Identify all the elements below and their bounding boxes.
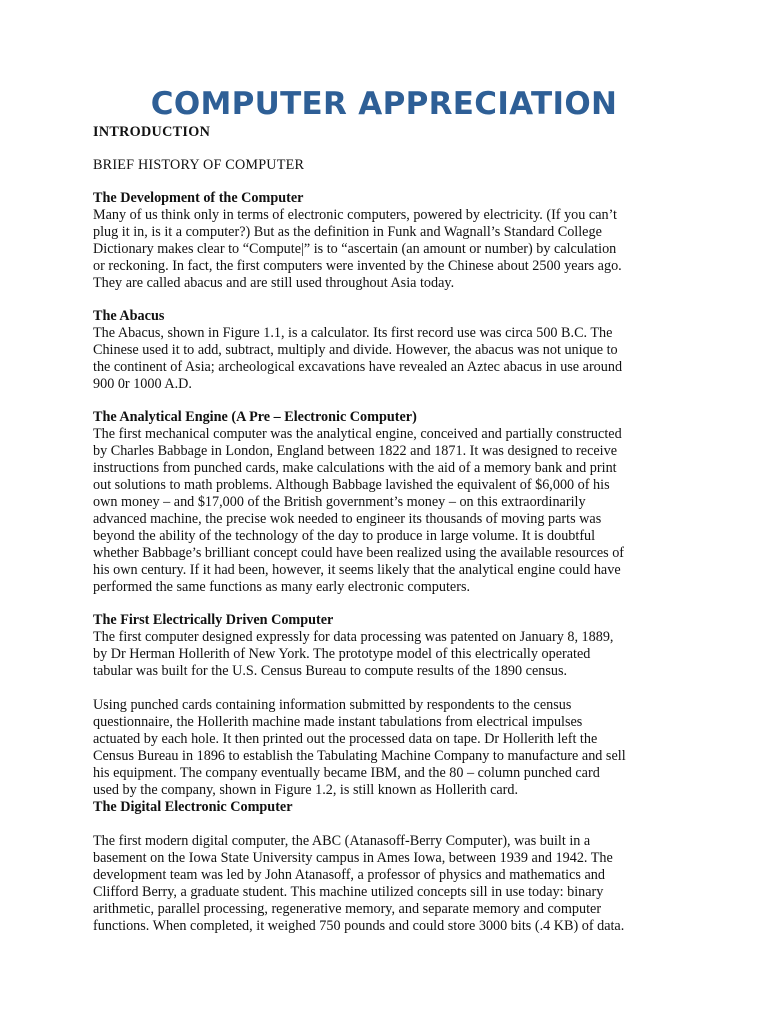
- paragraph-line: Chinese used it to add, subtract, multiply and divide. However, the abacus was not unique to: [93, 342, 618, 358]
- paragraph-line: questionnaire, the Hollerith machine made instant tabulations from electrical impulses: [93, 714, 583, 730]
- section: [93, 799, 693, 935]
- section-paragraph: [93, 207, 693, 292]
- document-body: [93, 124, 693, 935]
- paragraph-line: by Charles Babbage in London, England between 1822 and 1871. It was designed to receive: [93, 443, 618, 459]
- paragraph-line: The first modern digital computer, the ABC (Atanasoff-Berry Computer), was built in a: [93, 833, 591, 849]
- paragraph-line: 900 0r 1000 A.D.: [93, 376, 192, 392]
- paragraph-line: instructions from punched cards, make calculations with the aid of a memory bank and print: [93, 460, 617, 476]
- section: [93, 612, 693, 799]
- paragraph-line: Clifford Berry, a graduate student. This machine utilized concepts sill in use today: binary: [93, 884, 604, 900]
- paragraph-line: Many of us think only in terms of electronic computers, powered by electricity. (If you can’t: [93, 207, 617, 223]
- paragraph-line: plug it in, is it a computer?) But as the definition in Funk and Wagnall’s Standard College: [93, 224, 602, 240]
- paragraph-line: own money – and $17,000 of the British government’s money – on this extraordinarily: [93, 494, 586, 510]
- paragraph-line: out solutions to math problems. Although Babbage lavished the equivalent of $6,000 of his: [93, 477, 610, 493]
- paragraph-line: used by the company, shown in Figure 1.2, is still known as Hollerith card.: [93, 782, 519, 798]
- paragraph-line: The Abacus, shown in Figure 1.1, is a calculator. Its first record use was circa 500 B.C. The: [93, 325, 613, 341]
- section-paragraph: [93, 697, 693, 799]
- section: [93, 308, 693, 393]
- section: [93, 190, 693, 292]
- paragraph-line: Using punched cards containing information submitted by respondents to the census: [93, 697, 572, 713]
- paragraph-line: The first mechanical computer was the analytical engine, conceived and partially constructed: [93, 426, 622, 442]
- section-paragraph: [93, 833, 693, 935]
- paragraph-line: arithmetic, parallel processing, regenerative memory, and separate memory and computer: [93, 901, 602, 917]
- paragraph-line: advanced machine, the precise wok needed to engineer its thousands of moving parts was: [93, 511, 602, 527]
- paragraph-line: performed the same functions as many early electronic computers.: [93, 579, 471, 595]
- sections-container: [93, 190, 693, 935]
- section-heading: The Development of the Computer: [93, 190, 304, 206]
- section-heading: The Analytical Engine (A Pre – Electronic Computer): [93, 409, 417, 425]
- paragraph-line: Dictionary makes clear to “Compute|” is to “ascertain (an amount or number) by calculation: [93, 241, 617, 257]
- paragraph-line: development team was led by John Atanasoff, a professor of physics and mathematics and: [93, 867, 605, 883]
- section-heading: The First Electrically Driven Computer: [93, 612, 334, 628]
- paragraph-line: basement on the Iowa State University campus in Ames Iowa, between 1939 and 1942. The: [93, 850, 613, 866]
- paragraph-line: his own century. If it had been, however, it seems likely that the analytical engine could have: [93, 562, 621, 578]
- paragraph-line: Census Bureau in 1896 to establish the Tabulating Machine Company to manufacture and sell: [93, 748, 626, 764]
- paragraph-line: beyond the ability of the technology of the day to produce in large volume. It is doubtful: [93, 528, 596, 544]
- paragraph-line: They are called abacus and are still used throughout Asia today.: [93, 275, 455, 291]
- section: [93, 409, 693, 596]
- paragraph-line: actuated by each hole. It then printed out the processed data on tape. Dr Hollerith left the: [93, 731, 598, 747]
- paragraph-line: by Dr Herman Hollerith of New York. The prototype model of this electrically operated: [93, 646, 591, 662]
- paragraph-line: tabular was built for the U.S. Census Bureau to compute results of the 1890 census.: [93, 663, 568, 679]
- section-paragraph: [93, 629, 693, 680]
- section-heading: The Abacus: [93, 308, 165, 324]
- paragraph-line: the continent of Asia; archeological excavations have revealed an Aztec abacus in use around: [93, 359, 623, 375]
- paragraph-line: functions. When completed, it weighed 750 pounds and could store 3000 bits (.4 KB) of data.: [93, 918, 625, 934]
- section-paragraph: [93, 426, 693, 596]
- paragraph-line: his equipment. The company eventually became IBM, and the 80 – column punched card: [93, 765, 600, 781]
- introduction-heading: INTRODUCTION: [93, 124, 211, 140]
- paragraph-line: or reckoning. In fact, the first computers were invented by the Chinese about 2500 years ago.: [93, 258, 622, 274]
- paragraph-line: The first computer designed expressly for data processing was patented on January 8, 1889,: [93, 629, 614, 645]
- subtitle: BRIEF HISTORY OF COMPUTER: [93, 157, 305, 173]
- section-paragraph: [93, 325, 693, 393]
- section-heading: The Digital Electronic Computer: [93, 799, 293, 815]
- document-title: COMPUTER APPRECIATION: [150, 86, 618, 122]
- paragraph-line: whether Babbage’s brilliant concept could have been realized using the available resources of: [93, 545, 625, 561]
